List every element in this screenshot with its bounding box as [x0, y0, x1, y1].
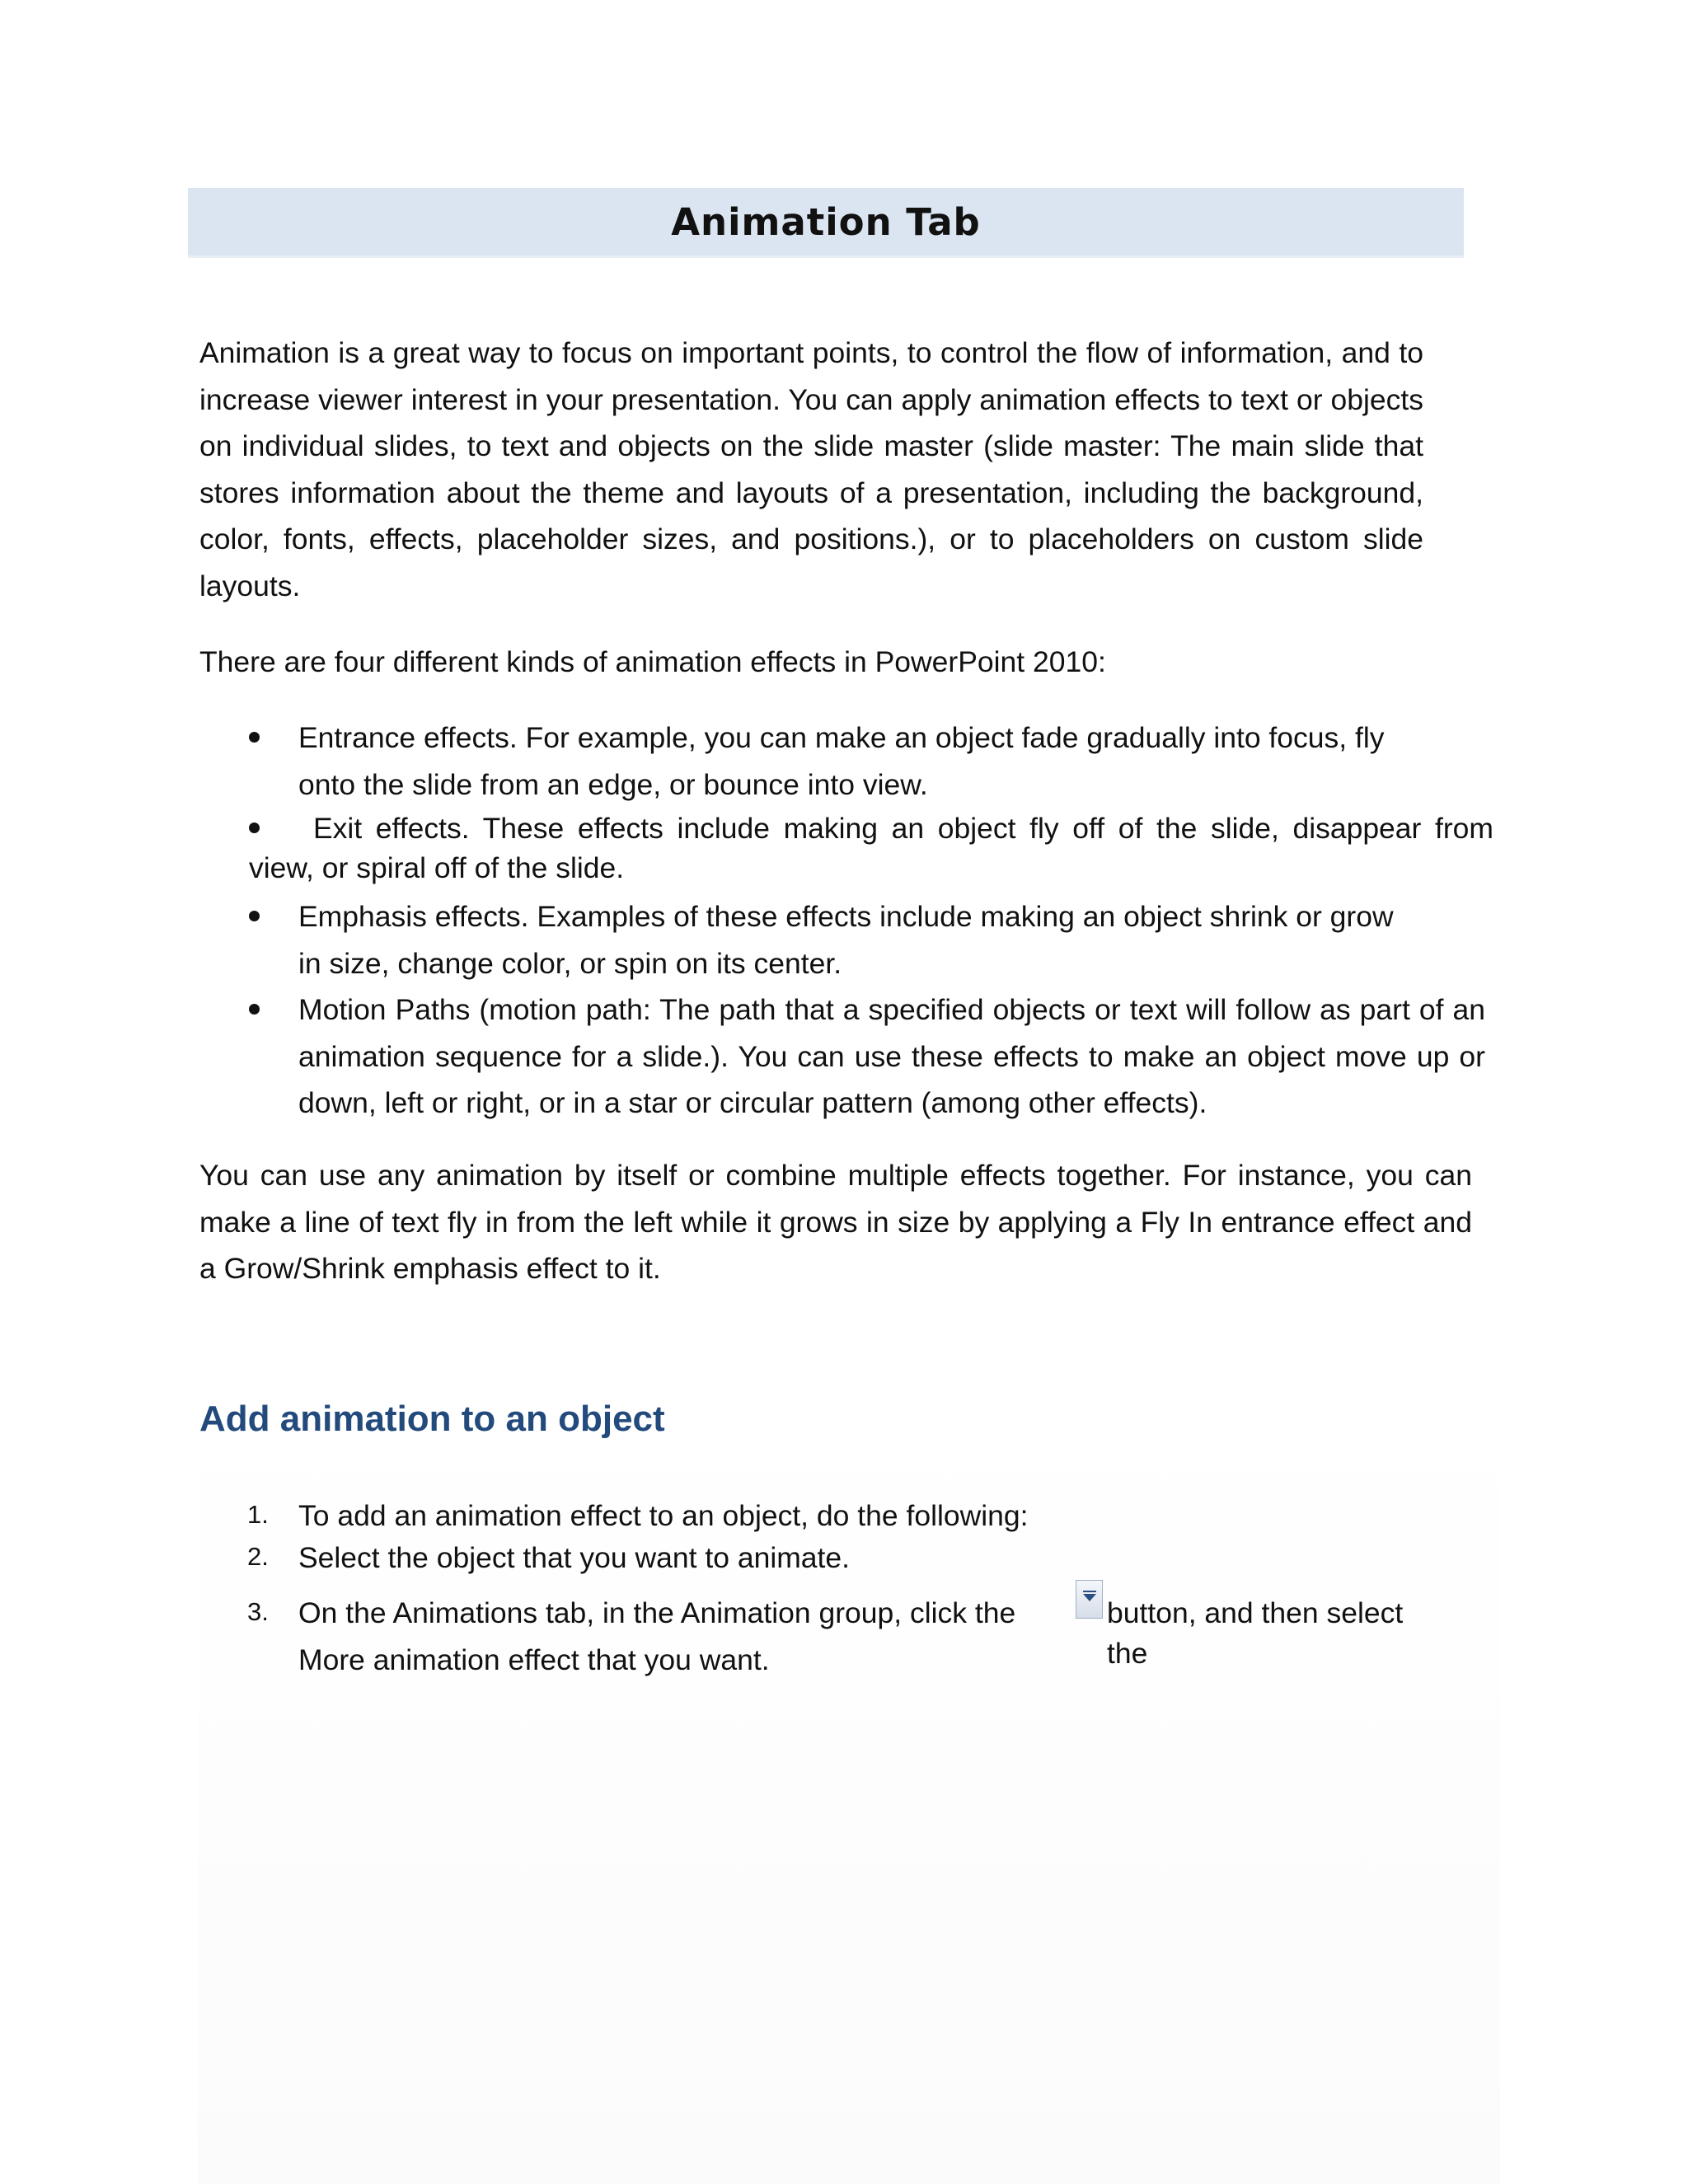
- step-3-text-c: button, and then select: [1107, 1596, 1404, 1629]
- step-number: 3.: [247, 1597, 269, 1626]
- bullet-icon: [249, 732, 260, 743]
- step-2-text: Select the object that you want to animate.: [298, 1541, 850, 1574]
- chevron-down-icon: [1083, 1594, 1096, 1601]
- bullet-entrance-line1: Entrance effects. For example, you can make an object fade gradually into focus, fly: [298, 721, 1385, 754]
- bullet-motion-paths: Motion Paths (motion path: The path that a specified objects or text will follow as part of an animation sequence for a slide.). You can use these effects to make an object move up or down, left or right, or in a star or circular pattern (among other effects).: [298, 993, 1485, 1119]
- more-dropdown-icon[interactable]: [1076, 1580, 1103, 1619]
- more-bar: [1083, 1591, 1096, 1592]
- section-heading: Add animation to an object: [199, 1399, 665, 1439]
- intro-paragraph: Animation is a great way to focus on important points, to control the flow of information, and to increase viewer interest in your presentation. You can apply animation effects to text or objects on individual slides, to text and objects on the slide master (slide master: The main slide that stores information about the theme and layouts of a presentation, including the background, color, fonts, effects, placeholder sizes, and positions.), or to placeholders on custom slide layouts.: [199, 336, 1423, 602]
- step-3-text-a: On the Animations tab, in the Animation group, click the: [298, 1596, 1016, 1629]
- kinds-intro-paragraph: There are four different kinds of animation effects in PowerPoint 2010:: [199, 645, 1106, 678]
- step-3-text-b: More animation effect that you want.: [298, 1643, 770, 1676]
- bullet-emphasis-line1: Emphasis effects. Examples of these effects include making an object shrink or grow: [298, 900, 1394, 933]
- bullet-exit-line2: view, or spiral off of the slide.: [249, 851, 625, 884]
- page-title: Animation Tab: [671, 200, 981, 244]
- bullet-entrance-line2: onto the slide from an edge, or bounce into view.: [298, 768, 928, 801]
- bullet-icon: [249, 1004, 260, 1015]
- step-number: 2.: [247, 1542, 269, 1571]
- bullet-exit-line1: Exit effects. These effects include making an object fly off of the slide, disappear from: [313, 812, 1493, 845]
- bullet-emphasis-line2: in size, change color, or spin on its center.: [298, 947, 842, 980]
- bullet-icon: [249, 911, 260, 921]
- step-3-text-d: the: [1107, 1637, 1148, 1670]
- bullet-icon: [249, 823, 260, 833]
- title-banner: [188, 188, 1464, 258]
- combine-paragraph: You can use any animation by itself or combine multiple effects together. For instance, you can make a line of text fly in from the left while it grows in size by applying a Fly In entrance effect and a Grow/Shrink emphasis effect to it.: [199, 1159, 1472, 1285]
- step-number: 1.: [247, 1500, 269, 1529]
- step-1-text: To add an animation effect to an object, do the following:: [298, 1499, 1029, 1532]
